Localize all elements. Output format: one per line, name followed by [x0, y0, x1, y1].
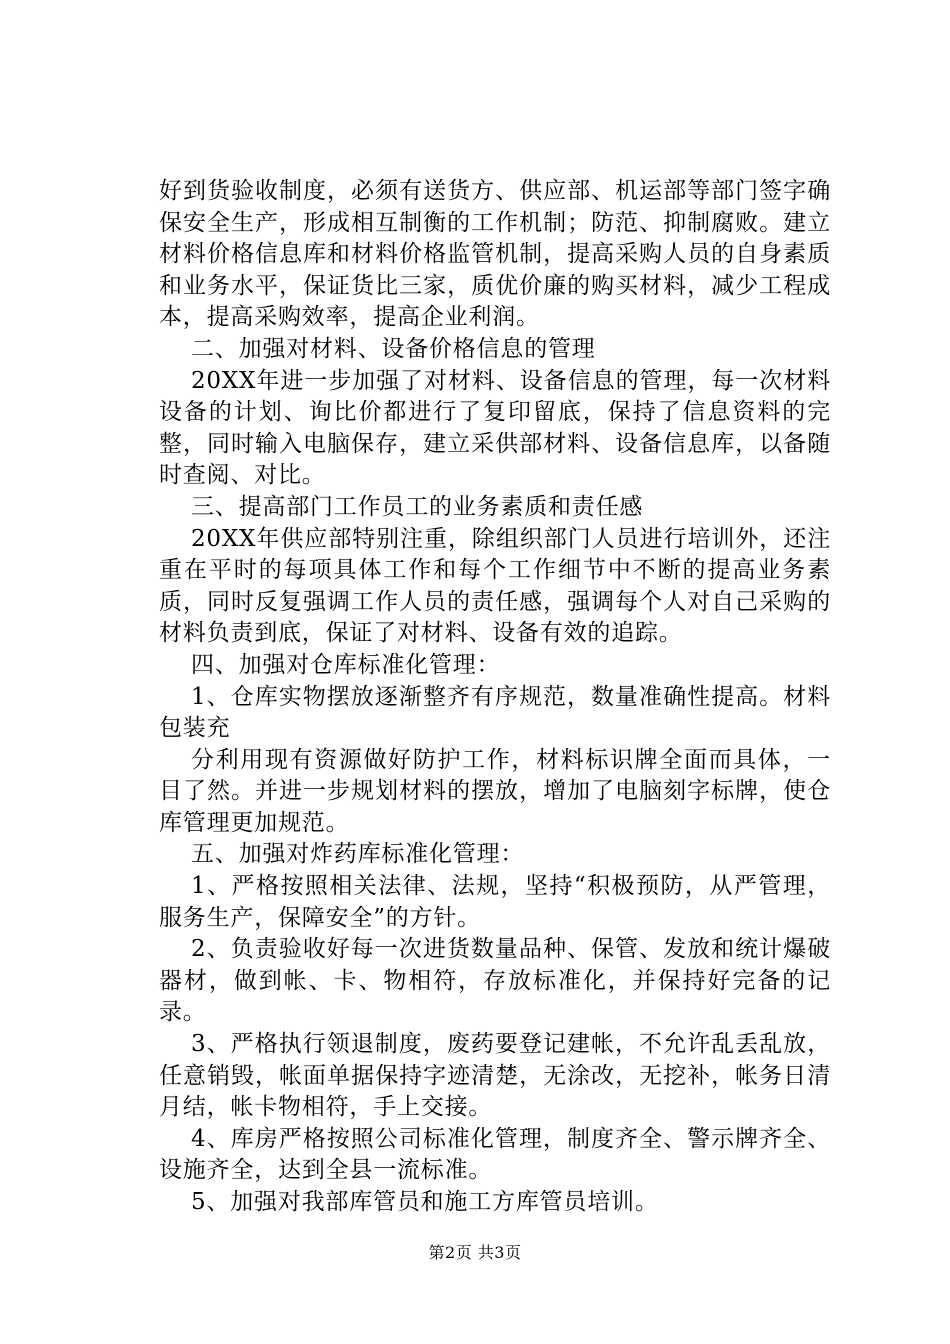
list-item-5-2: 2、负责验收好每一次进货数量品种、保管、发放和统计爆破器材，做到帐、卡、物相符，存放标准化，并保持好完备的记录。	[159, 936, 831, 1026]
document-body	[159, 176, 831, 1219]
list-item-5-1: 1、严格按照相关法律、法规，坚持“积极预防，从严管理，服务生产，保障安全”的方针。	[159, 873, 831, 931]
page-number-label: 第2页 共3页	[428, 1243, 522, 1262]
section-heading-5: 五、加强对炸药库标准化管理：	[191, 841, 525, 868]
list-item-5-5: 5、加强对我部库管员和施工方库管员培训。	[191, 1189, 659, 1215]
list-item-4-1: 1、仓库实物摆放逐渐整齐有序规范，数量准确性提高。材料包装充	[159, 683, 831, 742]
list-item-5-3: 3、严格执行领退制度，废药要登记建帐，不允许乱丢乱放，任意销毁，帐面单据保持字迹清楚，无涂改，无挖补，帐务日清月结，帐卡物相符，手上交接。	[159, 1031, 831, 1121]
paragraph-8: 分利用现有资源做好防护工作，材料标识牌全面而具体，一目了然。并进一步规划材料的摆放，增加了电脑刻字标牌，使仓库管理更加规范。	[159, 746, 831, 836]
paragraph-5: 20XX年供应部特别注重，除组织部门人员进行培训外，还注重在平时的每项具体工作和每个工作细节中不断的提高业务素质，同时反复强调工作人员的责任感，强调每个人对自己采购的材料负责到底，保证了对材料、设备有效的追踪。	[159, 525, 831, 647]
section-heading-4: 四、加强对仓库标准化管理：	[191, 651, 501, 678]
paragraph-1: 好到货验收制度，必须有送货方、供应部、机运部等部门签字确保安全生产，形成相互制衡的工作机制；防范、抑制腐败。建立材料价格信息库和材料价格监管机制，提高采购人员的自身素质和业务水平，保证货比三家，质优价廉的购买材料，减少工程成本，提高采购效率，提高企业利润。	[159, 178, 831, 331]
list-item-5-4: 4、库房严格按照公司标准化管理，制度齐全、警示牌齐全、设施齐全，达到全县一流标准。	[159, 1125, 831, 1184]
paragraph-3: 20XX年进一步加强了对材料、设备信息的管理，每一次材料设备的计划、询比价都进行了复印留底，保持了信息资料的完整，同时输入电脑保存，建立采供部材料、设备信息库，以备随时查阅、对比。	[159, 367, 831, 489]
page-footer	[0, 1243, 950, 1263]
section-heading-2: 二、加强对材料、设备价格信息的管理	[191, 335, 596, 362]
section-heading-3: 三、提高部门工作员工的业务素质和责任感	[191, 493, 644, 520]
